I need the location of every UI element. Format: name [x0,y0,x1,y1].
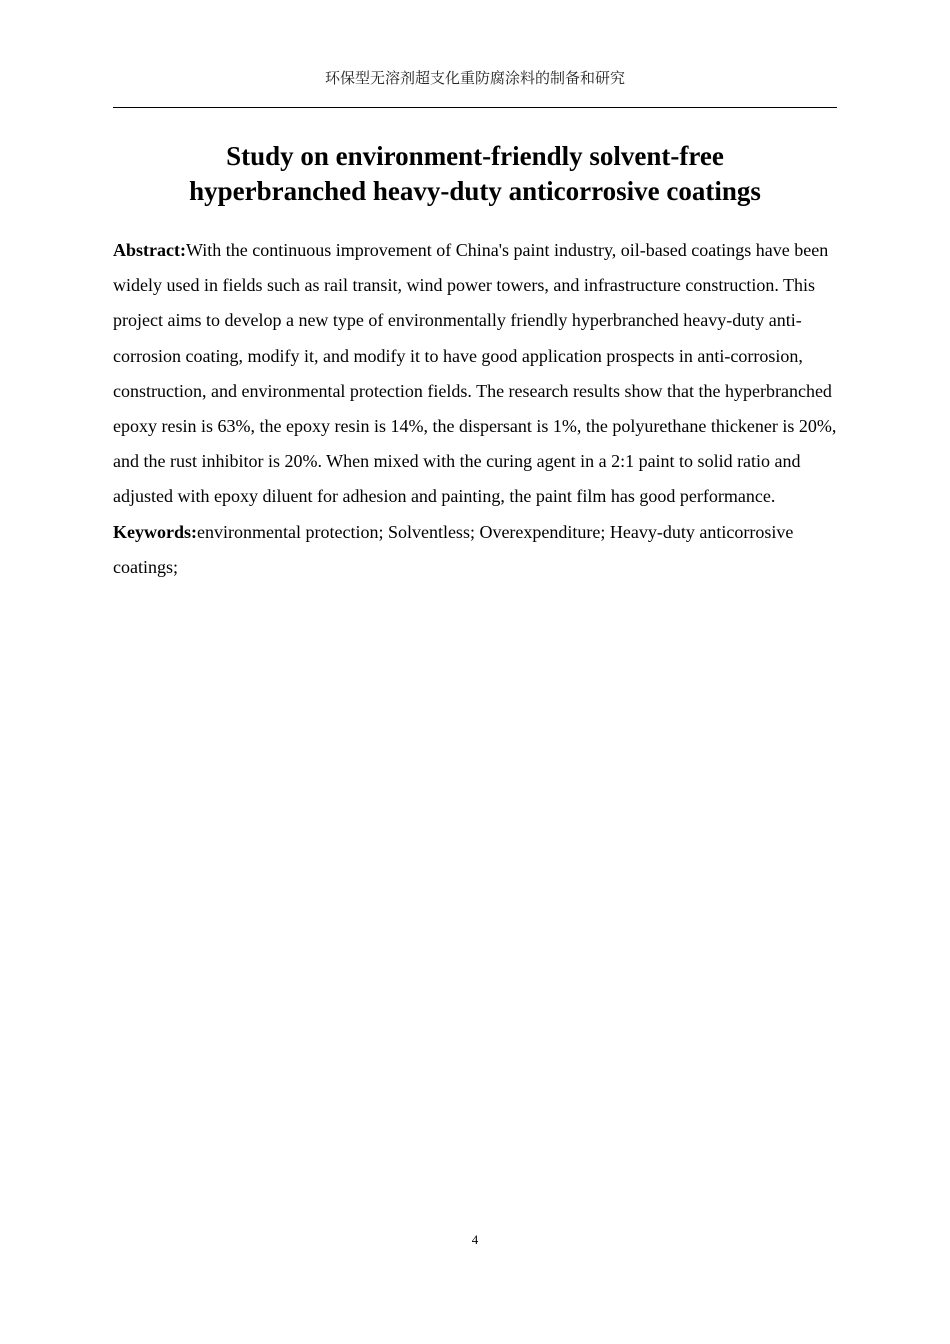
abstract-label: Abstract: [113,240,186,260]
abstract-text: With the continuous improvement of China's paint industry, oil-based coatings have been widely used in fields such as rail transit, wind power towers, and infrastructure construction. This project aims to develop a new type of environmentally friendly hyperbranched heavy-duty anti-corrosion coating, modify it, and modify it to have good application prospects in anti-corrosion, construction, and environmental protection fields. The research results show that the hyperbranched epoxy resin is 63%, the epoxy resin is 14%, the dispersant is 1%, the polyurethane thickener is 20%, and the rust inhibitor is 20%. When mixed with the curing agent in a 2:1 paint to solid ratio and adjusted with epoxy diluent for adhesion and painting, the paint film has good performance. [113,240,837,507]
paper-title [113,139,837,209]
page-number: 4 [471,1232,479,1247]
keywords-label: Keywords: [113,521,197,542]
keywords-paragraph [113,515,837,585]
running-header: 环保型无溶剂超支化重防腐涂料的制备和研究 [324,69,625,87]
abstract-section [113,233,837,585]
paper-title-line-2: hyperbranched heavy-duty anticorrosive coatings [189,176,761,206]
paper-title-line-1: Study on environment-friendly solvent-free [226,141,724,171]
header-rule [113,107,837,108]
abstract-paragraph [113,233,837,515]
keywords-text: environmental protection; Solventless; Overexpenditure; Heavy-duty anticorrosive coatings; [113,521,794,577]
